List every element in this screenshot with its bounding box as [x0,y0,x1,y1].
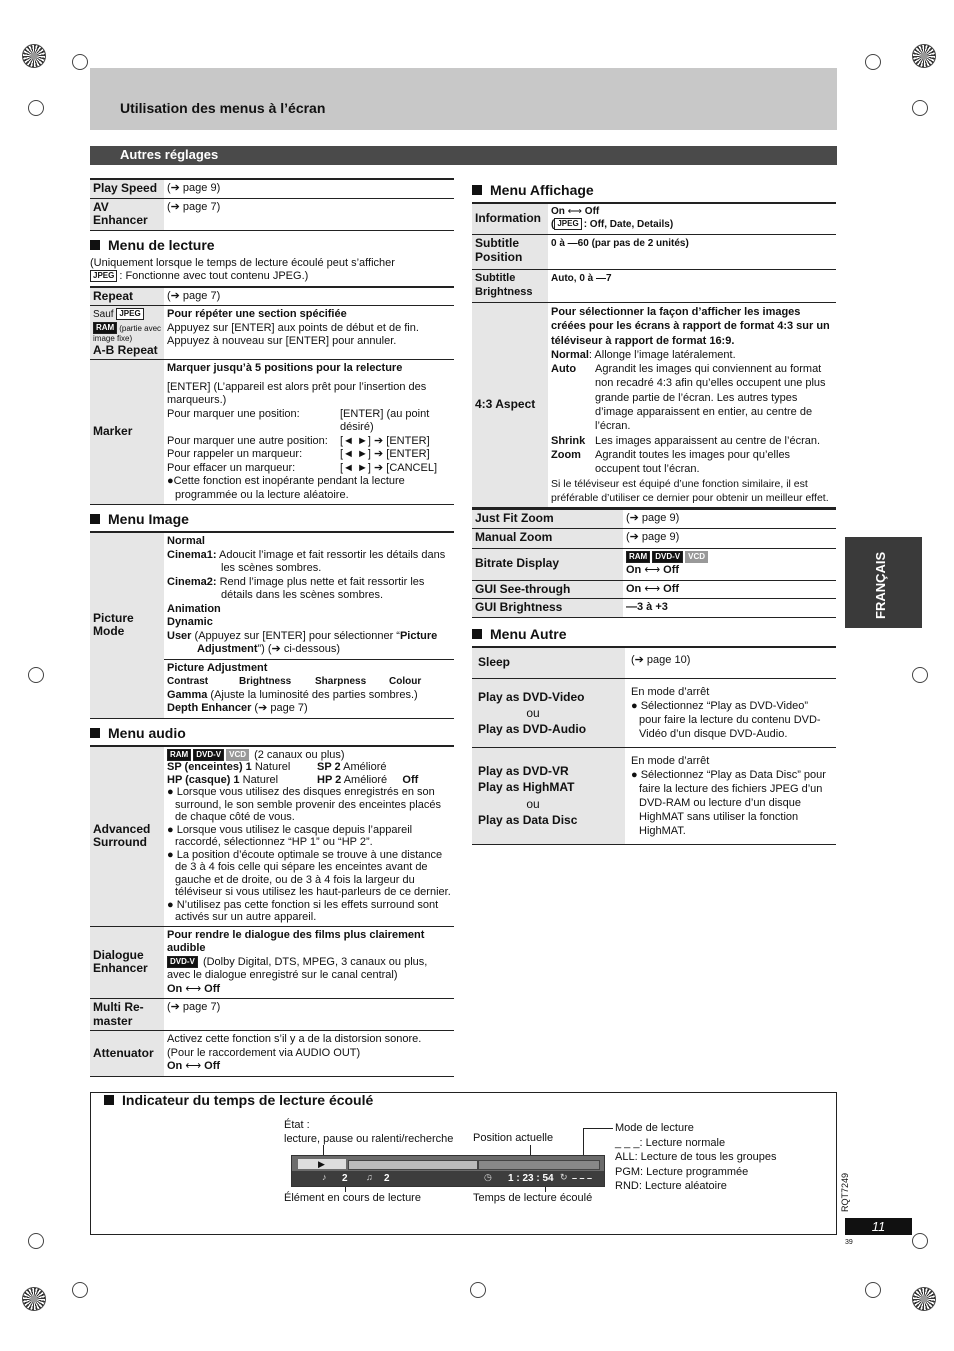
just-fit-zoom-label: Just Fit Zoom [472,509,623,528]
position-label: Position actuelle [473,1132,554,1144]
ab-repeat-label: Sauf JPEG RAM (partie avec image fixe) A-B Repeat [90,306,164,360]
element-label: Élément en cours de lecture [284,1192,421,1204]
aspect-value: Pour sélectionner la façon d’afficher les images créées pour les écrans à rapport de format 4:3 sur un téléviseur à rapport de format 16:9. Normal: Allonge l’image latéralement. Auto Agrandit les images qui conviennent au format non recadré 4:3 afin qu’elles occupent une plus grande partie de l’écran. Les autres types d’image apparaissent en entier, au centre de l’écran. Shrink Les images apparaissent au centre de l’écran. Zoom Agrandit toutes les images pour qu’elles occupent tout l’écran. Si le téléviseur est équipé d’une fonction similaire, il est préférable d’utiliser ce dernier pour obtenir un meilleur effet. [548,303,836,508]
attenuator-label: Attenuator [90,1031,164,1077]
play-as-dvd-label: Play as DVD-Video ou Play as DVD-Audio [472,678,625,747]
ab-repeat-value: Pour répéter une section spécifiée Appuyez sur [ENTER] aux points de début et de fin. Appuyez à nouveau sur [ENTER] pour annuler. [164,306,454,360]
subtitle-position-label: Subtitle Position [472,235,548,270]
page-number: 11 [845,1218,912,1235]
menu-audio-heading: Menu audio [90,725,454,741]
small-number: 39 [845,1239,853,1246]
menu-image-heading: Menu Image [90,511,454,527]
crosshair-mark [28,100,44,116]
temps-label: Temps de lecture écoulé [473,1192,593,1204]
jpeg-tag: JPEG [116,308,143,320]
multi-remaster-value: (➔ page 7) [164,999,454,1031]
time-icon: ◷ [484,1172,492,1182]
play-as-data-label: Play as DVD-VR Play as HighMAT ou Play as Data Disc [472,747,625,844]
square-bullet-icon [472,629,482,639]
state-box [298,1159,346,1169]
advanced-surround-label: Advanced Surround [90,746,164,927]
affichage-table [472,202,836,508]
image-table [90,531,454,719]
subtitle-brightness-value: Auto, 0 à —7 [548,270,836,303]
etat-label: État : lecture, pause ou ralenti/recherche [284,1119,454,1145]
menu-autre-heading: Menu Autre [472,626,836,642]
mode-icon: ↻ [560,1172,568,1182]
just-fit-zoom-value: (➔ page 9) [623,509,836,528]
jpeg-tag: JPEG [90,270,117,282]
dvdv-tag: DVD-V [167,956,198,968]
play-as-dvd-value: En mode d’arrêt ● Sélectionnez “Play as DVD-Video” pour faire la lecture du contenu DVD-Vidéo d’un disque DVD-Audio. [625,678,836,747]
gui-see-through-label: GUI See-through [472,580,623,599]
bitrate-display-value: RAM DVD-V VCD On ⟷ Off [623,548,836,580]
language-label: FRANÇAIS [873,551,888,619]
attenuator-value: Activez cette fonction s’il y a de la distorsion sonore. (Pour le raccordement via AUDIO OUT) On ⟷ Off [164,1031,454,1077]
language-tab [845,537,922,628]
lecture-note: (Uniquement lorsque le temps de lecture écoulé peut s’afficher JPEG : Fonctionne avec tout contenu JPEG.) [90,256,395,282]
play-mode: – – – [572,1173,593,1183]
header-band [90,68,837,130]
group-number: 2 [342,1173,348,1184]
crosshair-mark [912,1233,928,1249]
picture-mode-value: Normal Cinema1: Adoucit l’image et fait ressortir les détails dans les scènes sombres. Cinema2: Rend l’image plus nette et fait ressortir les détails dans les scènes sombres. Animation Dynamic User (Appuyez sur [ENTER] pour sélectionner “Picture Adjustment”) (➔ ci-dessous) [164,532,454,659]
advanced-surround-value: RAM DVD-V VCD (2 canaux ou plus) SP (enceintes) 1 Naturel SP 2 Amélioré HP (casque) 1 Naturel HP 2 Amélioré Off ● Lorsque vous utilisez des disques enregistrés en son surround, le son semble provenir des enceintes placés de chaque côté de vous. ● Lorsque vous utilisez le casque depuis l’appareil raccordé, sélectionnez “HP 1” ou “HP 2”. ● La position d’écoute optimale se trouve à une distance de 3 à 4 fois celle qui sépare les enceintes avant de gauche et de droite, ou de 3 à 4 fois la largeur du téléviseur si vous utilisez les haut-parleurs de ce dernier. ● N’utilisez pas cette fonction si les effets surround sont activés sur un autre appareil. [164,746,454,927]
crosshair-mark [470,1282,486,1298]
dialogue-enhancer-value: Pour rendre le dialogue des films plus clairement audible DVD-V (Dolby Digital, DTS, MPEG, 3 canaux ou plus, avec le dialogue enregistré sur le canal central) On ⟷ Off [164,926,454,999]
square-bullet-icon [104,1095,114,1105]
osd-bar [291,1155,605,1187]
registration-mark [912,44,936,68]
subtitle-position-value: 0 à —60 (par pas de 2 unités) [548,235,836,270]
vcd-tag: VCD [685,551,708,563]
information-label: Information [472,203,548,235]
bitrate-display-label: Bitrate Display [472,548,623,580]
osd-info-row [292,1171,604,1186]
crosshair-mark [865,54,881,70]
crosshair-mark [912,100,928,116]
play-speed-label: Play Speed [90,179,164,198]
menu-affichage-heading: Menu Affichage [472,182,836,198]
play-icon: ▶ [318,1159,325,1169]
audio-table [90,745,454,1077]
mode-legend: Mode de lecture _ _ _: Lecture normale ALL: Lecture de tous les groupes PGM: Lecture programmée RND: Lecture aléatoire [615,1122,777,1192]
repeat-label: Repeat [90,287,164,306]
registration-mark [22,44,46,68]
play-speed-value: (➔ page 9) [164,179,454,198]
leader-line [583,1128,584,1156]
gui-brightness-value: —3 à +3 [623,599,836,618]
track-number: 2 [384,1173,390,1184]
autre-table [472,646,836,845]
picture-adjustment-value: Picture Adjustment Contrast Brightness Sharpness Colour Gamma (Ajuste la luminosité des parties sombres.) Depth Enhancer (➔ page 7) [164,659,454,718]
left-column [90,178,454,1077]
lecture-table [90,286,454,506]
gui-see-through-value: On ⟷ Off [623,580,836,599]
crosshair-mark [28,1233,44,1249]
section-title: Autres réglages [90,146,837,165]
multi-remaster-label: Multi Re-master [90,999,164,1031]
gui-brightness-label: GUI Brightness [472,599,623,618]
information-value: On ⟷ Off ( JPEG : Off, Date, Details) [548,203,836,235]
sleep-value: (➔ page 10) [625,647,836,679]
affichage-table-2 [472,508,836,618]
crosshair-mark [72,54,88,70]
crosshair-mark [865,1282,881,1298]
square-bullet-icon [90,240,100,250]
page-title: Utilisation des menus à l’écran [120,100,326,116]
dvdv-tag: DVD-V [193,749,224,761]
indicator-heading: Indicateur du temps de lecture écoulé [104,1092,373,1108]
registration-mark [22,1287,46,1311]
progress-track [348,1160,478,1170]
jpeg-tag: JPEG [554,218,581,230]
track-icon: ♫ [366,1172,373,1182]
ram-tag: RAM [626,551,650,563]
square-bullet-icon [90,728,100,738]
group-icon: ♪ [322,1172,327,1182]
crosshair-mark [28,667,44,683]
doc-code: RQT7249 [840,1172,850,1212]
elapsed-time: 1 : 23 : 54 [508,1173,554,1184]
subtitle-brightness-label: Subtitle Brightness [472,270,548,303]
progress-remainder [478,1160,600,1170]
av-enhancer-label: AV Enhancer [90,198,164,230]
top-settings-table [90,178,454,231]
dialogue-enhancer-label: Dialogue Enhancer [90,926,164,999]
repeat-value: (➔ page 7) [164,287,454,306]
crosshair-mark [72,1282,88,1298]
av-enhancer-value: (➔ page 7) [164,198,454,230]
right-column [472,178,836,845]
square-bullet-icon [90,514,100,524]
manual-zoom-label: Manual Zoom [472,528,623,548]
menu-lecture-heading: Menu de lecture [90,237,454,253]
picture-mode-label: Picture Mode [90,532,164,718]
registration-mark [912,1287,936,1311]
marker-label: Marker [90,360,164,505]
leader-line [583,1128,613,1129]
square-bullet-icon [472,185,482,195]
sleep-label: Sleep [472,647,625,679]
ram-tag: RAM [167,749,191,761]
aspect-label: 4:3 Aspect [472,303,548,508]
vcd-tag: VCD [226,749,249,761]
marker-value: Marquer jusqu’à 5 positions pour la relecture [ENTER] (L’appareil est alors prêt pour l’insertion des marqueurs.) Pour marquer une position: [ENTER] (au point désiré) Pour marquer une autre position: [◄ ►] ➔ [ENTER] Pour rappeler un marqueur: [◄ ►] ➔ [ENTER] Pour effacer un marqueur: [◄ ►] ➔ [CANCEL] ●Cette fonction est inopérante pendant la lecture programmée ou la lecture aléatoire. [164,360,454,505]
dvdv-tag: DVD-V [652,551,683,563]
crosshair-mark [912,667,928,683]
play-as-data-value: En mode d’arrêt ● Sélectionnez “Play as Data Disc” pour faire la lecture des fichiers JPEG d’un DVD-RAM ou lecture d’un disque HighMAT sans utiliser la fonction HighMAT. [625,747,836,844]
ram-tag: RAM [93,322,117,334]
manual-zoom-value: (➔ page 9) [623,528,836,548]
